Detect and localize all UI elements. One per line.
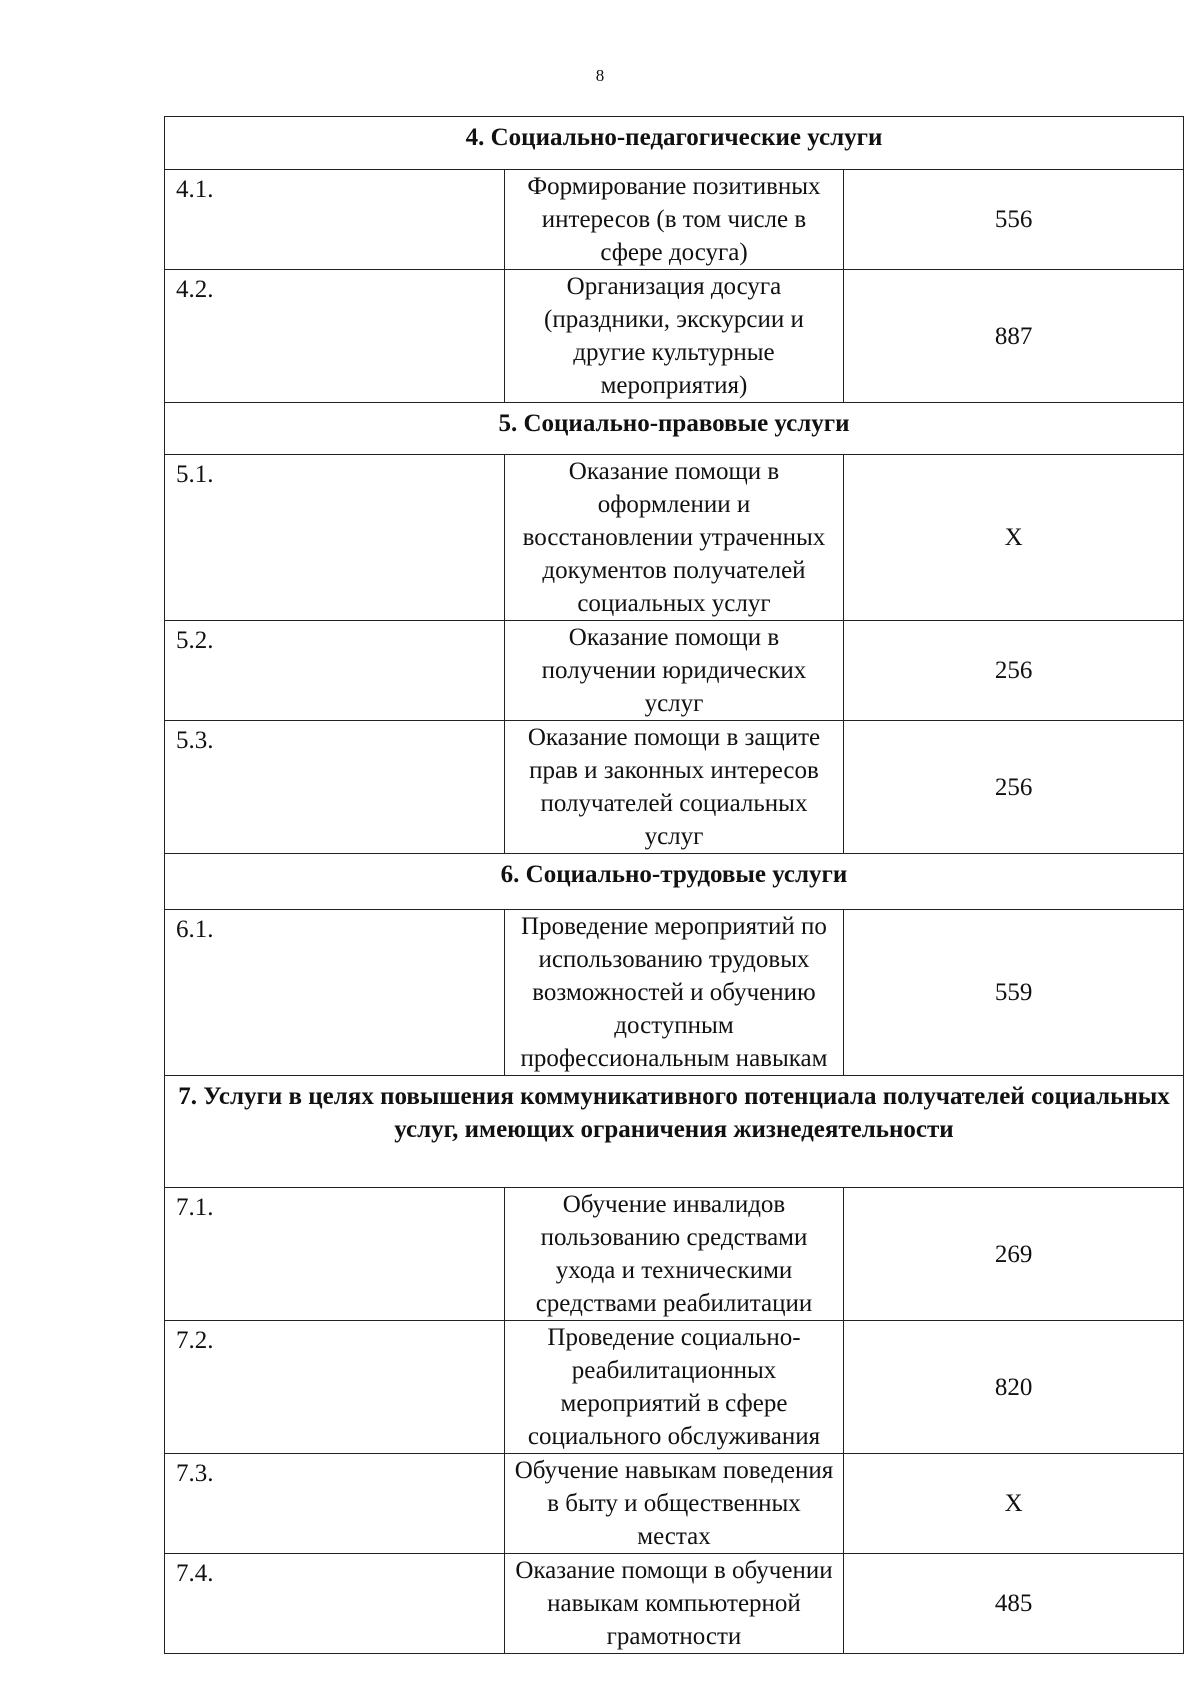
table-row xyxy=(165,1554,1184,1654)
service-value: 820 xyxy=(844,1321,1184,1454)
section-header-row xyxy=(165,1076,1184,1188)
row-number: 5.1. xyxy=(165,455,505,621)
service-name: Оказание помощи в оформлении и восстановлении утраченных документов получателей социальных услуг xyxy=(504,455,844,621)
service-name: Оказание помощи в обучении навыкам компьютерной грамотности xyxy=(504,1554,844,1654)
section-header-row xyxy=(165,117,1184,170)
service-value: 559 xyxy=(844,910,1184,1076)
table-row xyxy=(165,910,1184,1076)
service-value: 556 xyxy=(844,170,1184,270)
table-row xyxy=(165,455,1184,621)
table-row xyxy=(165,170,1184,270)
section-title: 4. Социально-педагогические услуги xyxy=(165,117,1184,170)
service-value: 269 xyxy=(844,1188,1184,1321)
section-title: 6. Социально-трудовые услуги xyxy=(165,854,1184,910)
table-row xyxy=(165,721,1184,854)
table-row xyxy=(165,270,1184,403)
services-table-body xyxy=(165,117,1184,1654)
service-name: Проведение мероприятий по использованию трудовых возможностей и обучению доступным профессиональным навыкам xyxy=(504,910,844,1076)
section-title: 5. Социально-правовые услуги xyxy=(165,403,1184,455)
section-header-row xyxy=(165,854,1184,910)
services-table xyxy=(164,116,1184,1654)
row-number: 7.4. xyxy=(165,1554,505,1654)
service-value: 887 xyxy=(844,270,1184,403)
page-number: 8 xyxy=(595,66,605,85)
service-name: Оказание помощи в получении юридических услуг xyxy=(504,621,844,721)
service-value: X xyxy=(844,1454,1184,1554)
section-title: 7. Услуги в целях повышения коммуникативного потенциала получателей социальных услуг, имеющих ограничения жизнедеятельности xyxy=(165,1076,1184,1188)
row-number: 4.2. xyxy=(165,270,505,403)
service-name: Организация досуга (праздники, экскурсии и другие культурные мероприятия) xyxy=(504,270,844,403)
service-value: 256 xyxy=(844,721,1184,854)
section-header-row xyxy=(165,403,1184,455)
row-number: 5.3. xyxy=(165,721,505,854)
service-name: Обучение инвалидов пользованию средствами ухода и техническими средствами реабилитации xyxy=(504,1188,844,1321)
table-row xyxy=(165,621,1184,721)
service-name: Оказание помощи в защите прав и законных интересов получателей социальных услуг xyxy=(504,721,844,854)
service-value: 485 xyxy=(844,1554,1184,1654)
row-number: 7.3. xyxy=(165,1454,505,1554)
service-name: Проведение социально-реабилитационных мероприятий в сфере социального обслуживания xyxy=(504,1321,844,1454)
row-number: 4.1. xyxy=(165,170,505,270)
row-number: 7.1. xyxy=(165,1188,505,1321)
table-row xyxy=(165,1188,1184,1321)
row-number: 5.2. xyxy=(165,621,505,721)
service-name: Обучение навыкам поведения в быту и общественных местах xyxy=(504,1454,844,1554)
table-row xyxy=(165,1321,1184,1454)
table-row xyxy=(165,1454,1184,1554)
row-number: 6.1. xyxy=(165,910,505,1076)
service-name: Формирование позитивных интересов (в том числе в сфере досуга) xyxy=(504,170,844,270)
service-value: 256 xyxy=(844,621,1184,721)
service-value: X xyxy=(844,455,1184,621)
row-number: 7.2. xyxy=(165,1321,505,1454)
